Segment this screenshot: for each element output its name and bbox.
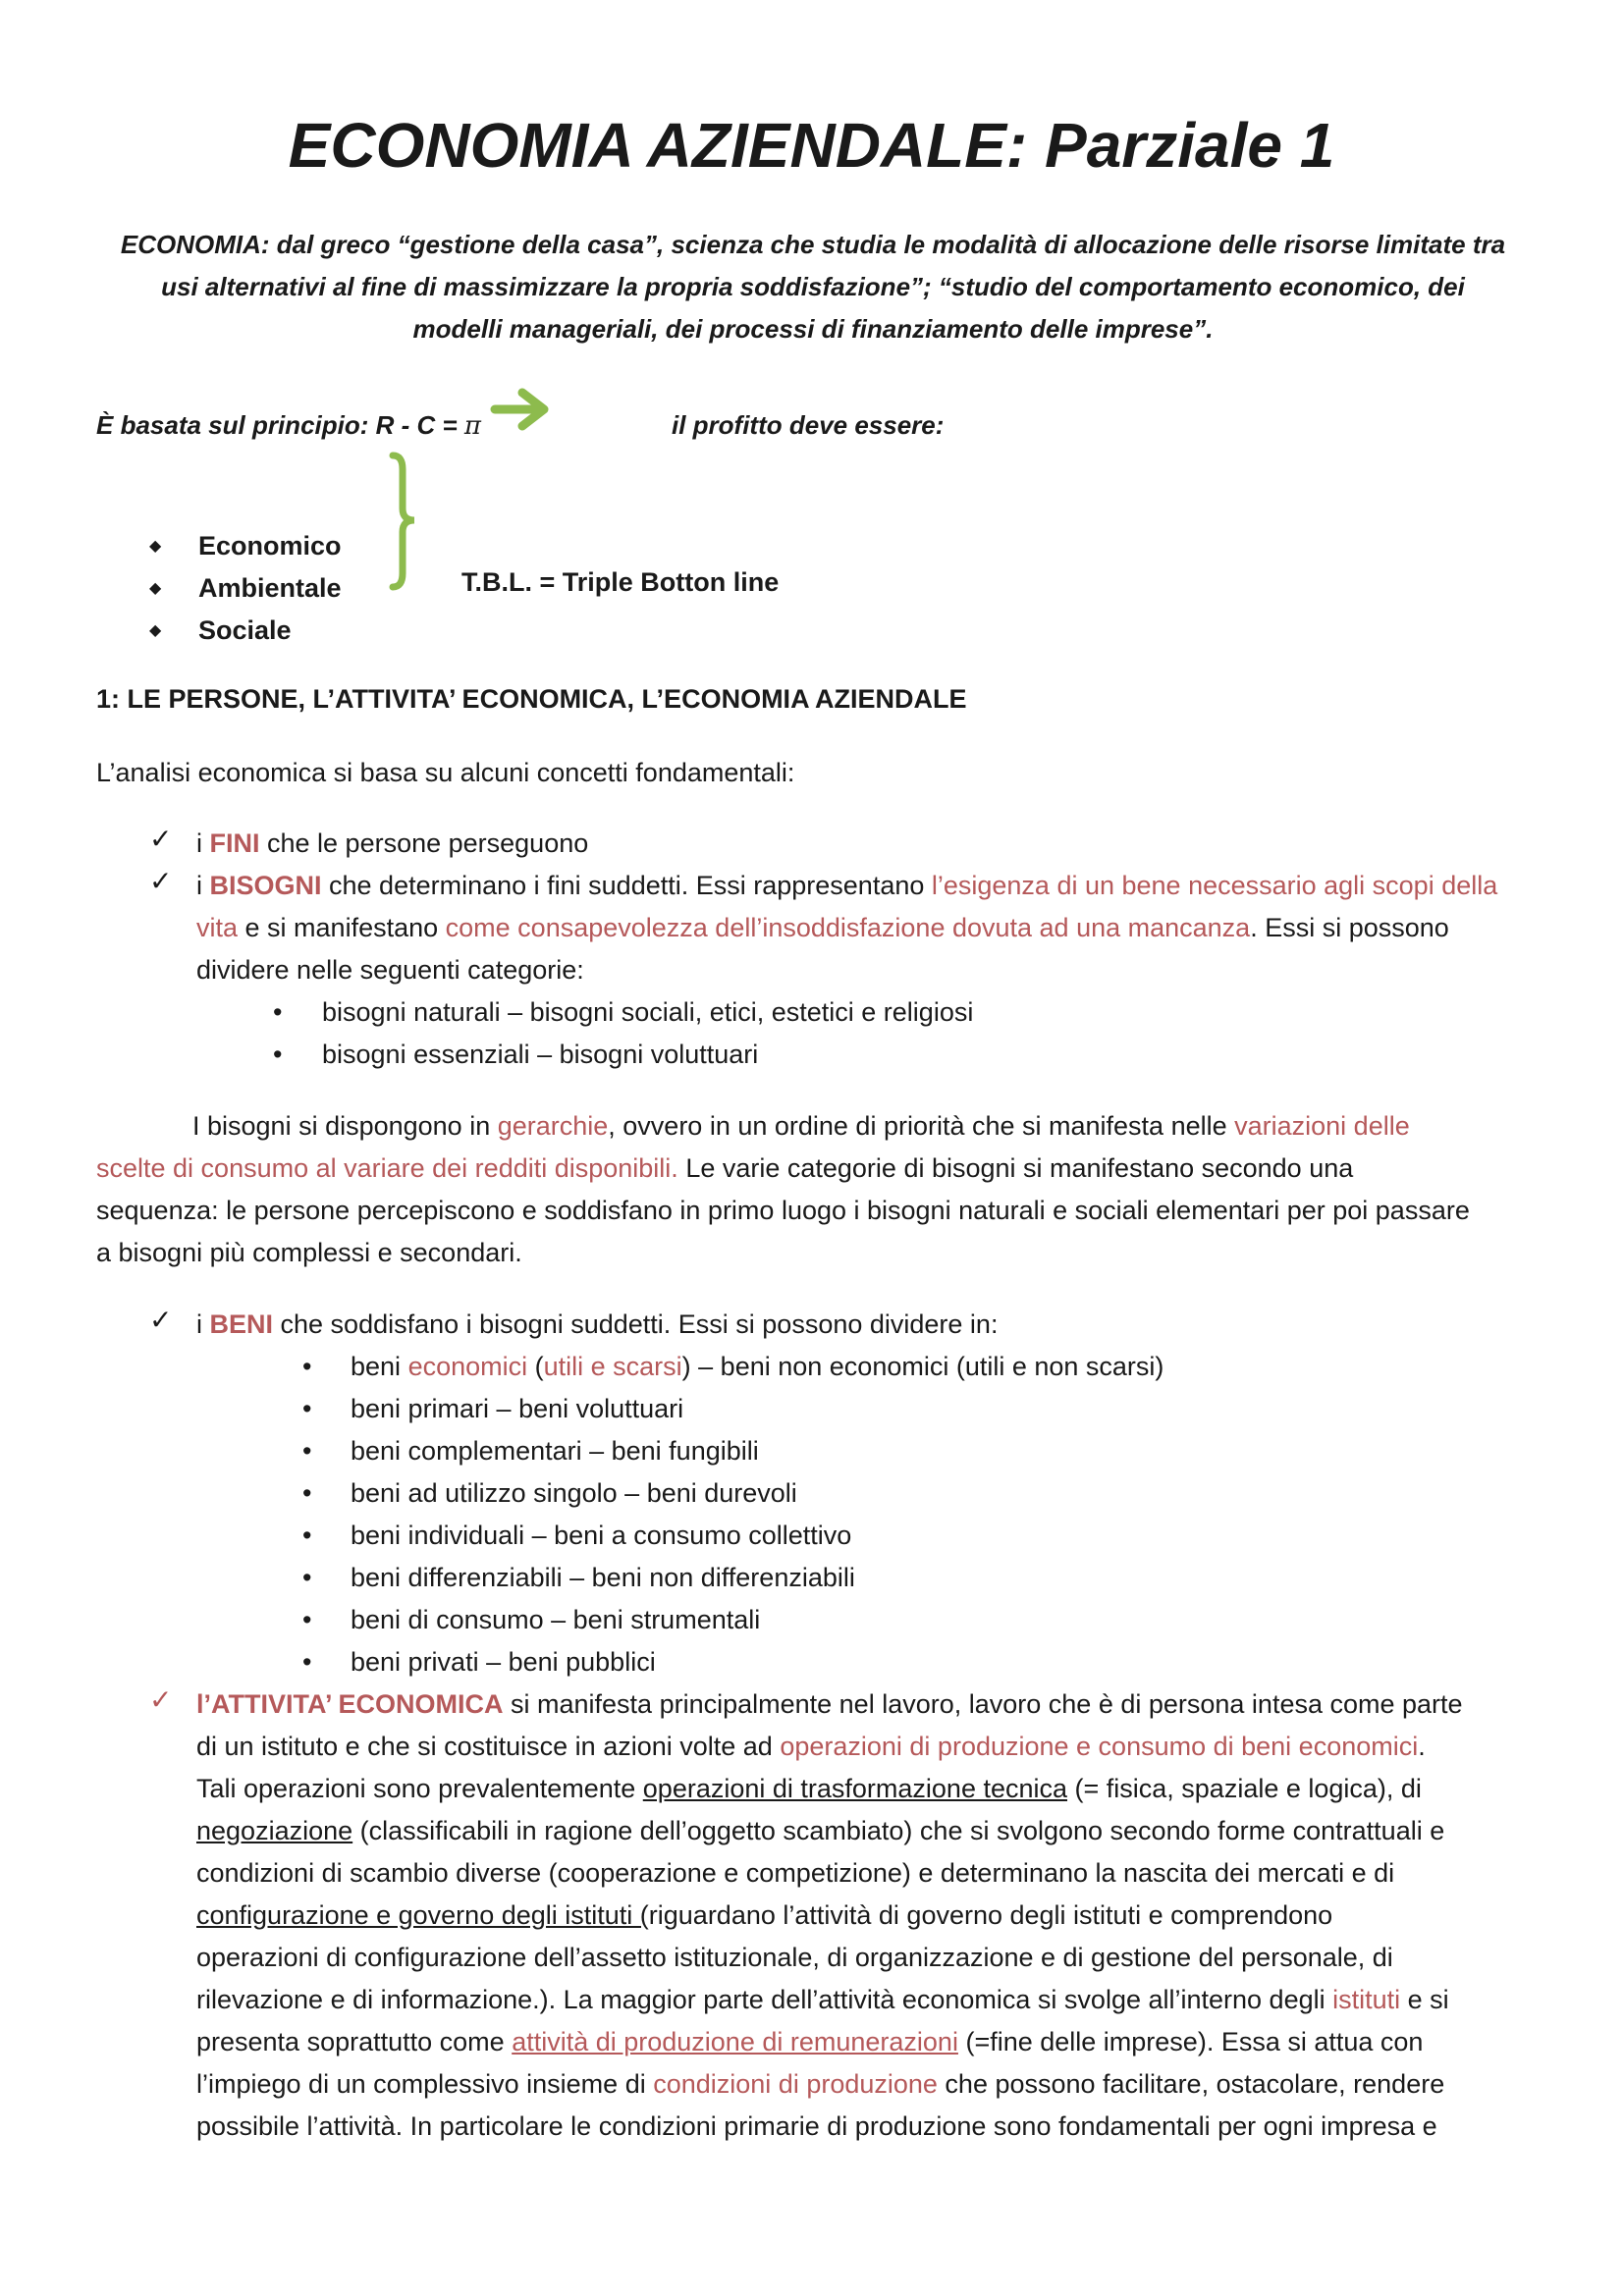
paragraph-gerarchie: I bisogni si dispongono in gerarchie, ovvero in un ordine di priorità che si manifesta nelle variazioni delle scelte di consumo al variare dei redditi disponibili. Le varie categorie di bisogni si manifestano secondo una sequenza: le persone percepiscono e soddisfano in primo luogo i bisogni naturali e sociali elementari per poi passare a bisogni più complessi e secondari. <box>96 1111 1470 1267</box>
pi-symbol: π <box>463 411 481 441</box>
bullet-icon: • <box>273 997 283 1027</box>
bullet-icon: • <box>302 1352 312 1381</box>
list-item-bisogni: i BISOGNI che determinano i fini suddetti. Essi rappresentano l’esigenza di un bene necessario agli scopi della vita e si manifestano come consapevolezza dell’insoddisfazione dovuta ad una mancanza. Essi si possono dividere nelle seguenti categorie: <box>196 871 1498 985</box>
list-item: beni complementari – beni fungibili <box>351 1436 759 1466</box>
checkmark-icon: ✓ <box>149 1305 173 1335</box>
bullet-icon: • <box>302 1394 312 1423</box>
checkmark-icon: ✓ <box>149 1684 173 1715</box>
list-item-attivita: l’ATTIVITA’ ECONOMICA si manifesta principalmente nel lavoro, lavoro che è di persona intesa come parte di un istituto e che si costituisce in azioni volte ad operazioni di produzione e consumo di beni economici. Tali operazioni sono prevalentemente operazioni di trasformazione tecnica (= fisica, spaziale e logica), di negoziazione (classificabili in ragione dell’oggetto scambiato) che si svolgono secondo forme contrattuali e condizioni di scambio diverse (cooperazione e competizione) e determinano la nascita dei mercati e di configurazione e governo degli istituti (riguardano l’attività di governo degli istituti e comprendono operazioni di configurazione dell’assetto istituzionale, di organizzazione e di gestione del personale, di rilevazione e di informazione.). La maggior parte dell’attività economica si svolge all’interno degli istituti e si presenta soprattutto come attività di produzione di remunerazioni (=fine delle imprese). Essa si attua con l’impiego di un complessivo insieme di condizioni di produzione che possono facilitare, ostacolare, rendere possibile l’attività. In particolare le condizioni primarie di produzione sono fondamentali per ogni impresa e <box>196 1689 1463 2141</box>
list-item: beni individuali – beni a consumo collettivo <box>351 1521 852 1550</box>
keyword: l’ATTIVITA’ ECONOMICA <box>196 1689 504 1719</box>
list-item: beni differenziabili – beni non differenziabili <box>351 1563 855 1592</box>
bullet-icon: • <box>273 1040 283 1069</box>
list-item-beni: i BENI che soddisfano i bisogni suddetti. Essi si possono dividere in: <box>196 1309 999 1339</box>
section-heading: 1: LE PERSONE, L’ATTIVITA’ ECONOMICA, L’ECONOMIA AZIENDALE <box>96 684 967 714</box>
section-intro: L’analisi economica si basa su alcuni concetti fondamentali: <box>96 758 795 787</box>
list-item: beni economici (utili e scarsi) – beni non economici (utili e non scarsi) <box>351 1352 1164 1381</box>
list-item: bisogni naturali – bisogni sociali, etici, estetici e religiosi <box>322 997 974 1027</box>
list-item: ◆ Ambientale <box>145 567 342 610</box>
checkmark-icon: ✓ <box>149 866 173 896</box>
diamond-bullet-icon: ◆ <box>149 538 162 555</box>
checkmark-icon: ✓ <box>149 824 173 854</box>
list-item: beni ad utilizzo singolo – beni durevoli <box>351 1478 797 1508</box>
green-arrow-icon <box>489 385 554 434</box>
intro-definition <box>96 224 1530 350</box>
keyword: BENI <box>209 1309 274 1339</box>
intro-line: modelli manageriali, dei processi di finanziamento delle imprese”. <box>412 314 1214 344</box>
diamond-bullet-icon: ◆ <box>149 622 162 639</box>
list-item: beni privati – beni pubblici <box>351 1647 656 1677</box>
bullet-icon: • <box>302 1563 312 1592</box>
intro-line: usi alternativi al fine di massimizzare la propria soddisfazione”; “studio del comportamento economico, dei <box>161 272 1465 301</box>
diamond-bullet-icon: ◆ <box>149 580 162 597</box>
bullet-icon: • <box>302 1478 312 1508</box>
bullet-icon: • <box>302 1436 312 1466</box>
page-title: ECONOMIA AZIENDALE: Parziale 1 <box>288 110 1335 181</box>
tbl-definition: T.B.L. = Triple Botton line <box>461 567 780 597</box>
list-item: ◆ Economico <box>145 525 342 567</box>
keyword: BISOGNI <box>209 871 322 900</box>
list-item: beni di consumo – beni strumentali <box>351 1605 761 1634</box>
profit-question: il profitto deve essere: <box>672 410 945 440</box>
bullet-icon: • <box>302 1605 312 1634</box>
list-item-fini: i FINI che le persone perseguono <box>196 828 589 858</box>
principle-label: È basata sul principio: R - C = <box>96 410 464 440</box>
bullet-icon: • <box>302 1521 312 1550</box>
bullet-icon: • <box>302 1647 312 1677</box>
principle-formula <box>96 410 481 441</box>
list-item: bisogni essenziali – bisogni voluttuari <box>322 1040 759 1069</box>
intro-line: ECONOMIA: dal greco “gestione della casa”, scienza che studia le modalità di allocazione delle risorse limitate tra <box>120 230 1506 259</box>
green-brace-icon <box>385 450 424 593</box>
list-item: ◆ Sociale <box>145 610 342 652</box>
tbl-dimensions-list <box>145 525 342 652</box>
keyword: FINI <box>209 828 260 858</box>
list-item: beni primari – beni voluttuari <box>351 1394 684 1423</box>
